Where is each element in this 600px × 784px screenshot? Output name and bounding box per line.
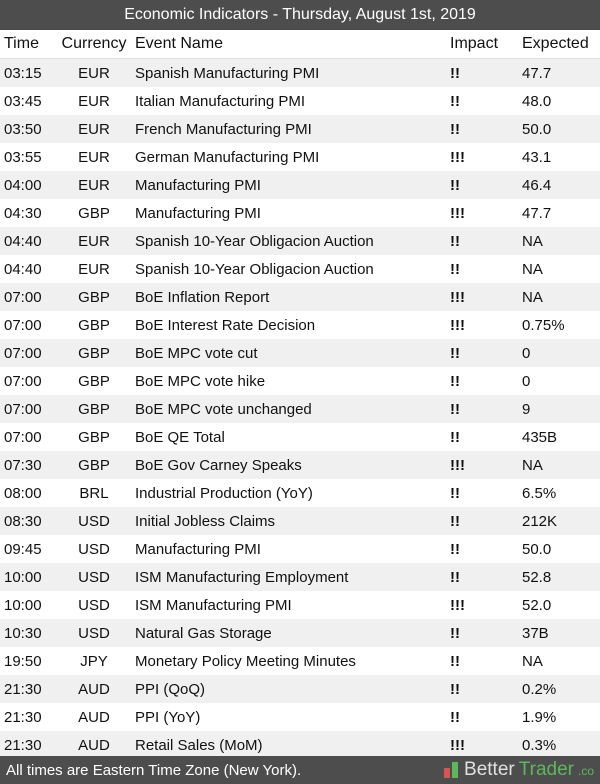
cell-currency: BRL — [79, 484, 109, 502]
cell-time: 07:00 — [4, 344, 42, 362]
table-row[interactable] — [0, 311, 600, 339]
cell-event: PPI (YoY) — [135, 708, 201, 726]
cell-impact: !! — [450, 232, 460, 250]
cell-expected: 0.75% — [522, 316, 565, 334]
cell-currency: USD — [78, 624, 110, 642]
cell-time: 07:30 — [4, 456, 42, 474]
table-body — [0, 59, 600, 759]
cell-time: 04:40 — [4, 260, 42, 278]
cell-time: 07:00 — [4, 372, 42, 390]
table-row[interactable] — [0, 199, 600, 227]
cell-event: Manufacturing PMI — [135, 540, 261, 558]
table-row[interactable] — [0, 619, 600, 647]
cell-impact: !!! — [450, 456, 465, 474]
cell-expected: NA — [522, 232, 543, 250]
cell-time: 21:30 — [4, 680, 42, 698]
table-row[interactable] — [0, 479, 600, 507]
cell-currency: EUR — [78, 176, 110, 194]
table-row[interactable] — [0, 591, 600, 619]
table-row[interactable] — [0, 731, 600, 759]
cell-expected: 47.7 — [522, 204, 552, 222]
cell-event: ISM Manufacturing PMI — [135, 596, 292, 614]
cell-expected: 0.2% — [522, 680, 557, 698]
cell-time: 03:50 — [4, 120, 42, 138]
cell-impact: !! — [450, 344, 460, 362]
cell-event: BoE MPC vote cut — [135, 344, 258, 362]
cell-expected: 212K — [522, 512, 558, 530]
cell-impact: !! — [450, 372, 460, 390]
table-header — [0, 30, 600, 59]
cell-expected: 43.1 — [522, 148, 552, 166]
cell-currency: JPY — [80, 652, 108, 670]
cell-time: 09:45 — [4, 540, 42, 558]
cell-expected: 50.0 — [522, 540, 552, 558]
cell-event: Spanish Manufacturing PMI — [135, 64, 320, 82]
cell-time: 07:00 — [4, 316, 42, 334]
cell-expected: 52.0 — [522, 596, 552, 614]
cell-time: 03:45 — [4, 92, 42, 110]
cell-expected: 0.3% — [522, 736, 557, 754]
cell-impact: !! — [450, 484, 460, 502]
cell-event: Industrial Production (YoY) — [135, 484, 313, 502]
table-row[interactable] — [0, 423, 600, 451]
table-row[interactable] — [0, 367, 600, 395]
cell-impact: !! — [450, 400, 460, 418]
table-row[interactable] — [0, 255, 600, 283]
cell-event: French Manufacturing PMI — [135, 120, 312, 138]
cell-currency: GBP — [78, 316, 110, 334]
table-row[interactable] — [0, 647, 600, 675]
cell-impact: !! — [450, 120, 460, 138]
cell-impact: !! — [450, 176, 460, 194]
cell-time: 19:50 — [4, 652, 42, 670]
cell-expected: NA — [522, 652, 543, 670]
table-row[interactable] — [0, 507, 600, 535]
column-header-currency[interactable]: Currency — [61, 35, 127, 52]
cell-event: Spanish 10-Year Obligacion Auction — [135, 260, 374, 278]
cell-expected: 52.8 — [522, 568, 552, 586]
cell-time: 08:30 — [4, 512, 42, 530]
footer-bar — [0, 756, 600, 784]
table-row[interactable] — [0, 59, 600, 87]
cell-event: BoE Inflation Report — [135, 288, 270, 306]
cell-event: BoE MPC vote hike — [135, 372, 266, 390]
cell-impact: !! — [450, 512, 460, 530]
cell-event: PPI (QoQ) — [135, 680, 206, 698]
cell-expected: 46.4 — [522, 176, 552, 194]
cell-time: 03:55 — [4, 148, 42, 166]
cell-currency: GBP — [78, 204, 110, 222]
cell-currency: EUR — [78, 64, 110, 82]
cell-impact: !!! — [450, 288, 465, 306]
table-row[interactable] — [0, 227, 600, 255]
cell-impact: !! — [450, 428, 460, 446]
table-row[interactable] — [0, 87, 600, 115]
cell-currency: EUR — [78, 148, 110, 166]
cell-currency: GBP — [78, 456, 110, 474]
cell-event: BoE QE Total — [135, 428, 225, 446]
cell-currency: GBP — [78, 372, 110, 390]
column-header-event[interactable]: Event Name — [135, 35, 224, 52]
cell-time: 08:00 — [4, 484, 42, 502]
table-row[interactable] — [0, 563, 600, 591]
table-row[interactable] — [0, 143, 600, 171]
cell-expected: 37B — [522, 624, 549, 642]
cell-currency: AUD — [78, 736, 110, 754]
cell-event: Italian Manufacturing PMI — [135, 92, 306, 110]
cell-time: 10:00 — [4, 596, 42, 614]
cell-time: 04:30 — [4, 204, 42, 222]
cell-expected: 47.7 — [522, 64, 552, 82]
cell-currency: AUD — [78, 708, 110, 726]
cell-time: 07:00 — [4, 400, 42, 418]
cell-impact: !! — [450, 64, 460, 82]
column-header-expected[interactable]: Expected — [522, 35, 589, 52]
cell-currency: EUR — [78, 120, 110, 138]
cell-impact: !!! — [450, 204, 465, 222]
cell-expected: 0 — [522, 344, 531, 362]
cell-currency: USD — [78, 596, 110, 614]
cell-event: German Manufacturing PMI — [135, 148, 320, 166]
cell-time: 21:30 — [4, 736, 42, 754]
cell-event: Natural Gas Storage — [135, 624, 272, 642]
cell-time: 04:40 — [4, 232, 42, 250]
table-row[interactable] — [0, 675, 600, 703]
cell-impact: !! — [450, 260, 460, 278]
cell-currency: GBP — [78, 428, 110, 446]
cell-event: Monetary Policy Meeting Minutes — [135, 652, 356, 670]
cell-expected: 6.5% — [522, 484, 557, 502]
cell-time: 21:30 — [4, 708, 42, 726]
cell-time: 03:15 — [4, 64, 42, 82]
cell-impact: !! — [450, 540, 460, 558]
table-row[interactable] — [0, 283, 600, 311]
cell-event: BoE Gov Carney Speaks — [135, 456, 302, 474]
cell-expected: 50.0 — [522, 120, 552, 138]
cell-time: 10:00 — [4, 568, 42, 586]
cell-impact: !!! — [450, 736, 465, 754]
cell-impact: !! — [450, 92, 460, 110]
cell-expected: 0 — [522, 372, 531, 390]
cell-currency: EUR — [78, 92, 110, 110]
cell-expected: NA — [522, 288, 543, 306]
cell-impact: !! — [450, 624, 460, 642]
cell-event: Spanish 10-Year Obligacion Auction — [135, 232, 374, 250]
cell-impact: !!! — [450, 316, 465, 334]
cell-time: 07:00 — [4, 428, 42, 446]
cell-impact: !!! — [450, 596, 465, 614]
table-row[interactable] — [0, 339, 600, 367]
cell-currency: USD — [78, 512, 110, 530]
cell-currency: USD — [78, 568, 110, 586]
cell-currency: EUR — [78, 232, 110, 250]
footer-note: All times are Eastern Time Zone (New York). — [6, 761, 302, 779]
cell-currency: USD — [78, 540, 110, 558]
cell-time: 10:30 — [4, 624, 42, 642]
cell-currency: AUD — [78, 680, 110, 698]
table-row[interactable] — [0, 395, 600, 423]
cell-event: Manufacturing PMI — [135, 204, 261, 222]
cell-impact: !! — [450, 708, 460, 726]
cell-time: 04:00 — [4, 176, 42, 194]
brand-better: Better — [464, 759, 515, 780]
cell-expected: NA — [522, 456, 543, 474]
cell-event: BoE MPC vote unchanged — [135, 400, 312, 418]
cell-event: BoE Interest Rate Decision — [135, 316, 316, 334]
cell-impact: !! — [450, 568, 460, 586]
brand-co: .co — [577, 764, 594, 778]
column-header-time[interactable]: Time — [4, 35, 39, 52]
brand-trader: Trader — [518, 759, 574, 780]
table-row[interactable] — [0, 703, 600, 731]
cell-currency: GBP — [78, 344, 110, 362]
cell-time: 07:00 — [4, 288, 42, 306]
table-row[interactable] — [0, 171, 600, 199]
cell-currency: GBP — [78, 288, 110, 306]
table-row[interactable] — [0, 115, 600, 143]
bar-chart-icon — [444, 762, 460, 778]
cell-expected: NA — [522, 260, 543, 278]
cell-event: Initial Jobless Claims — [135, 512, 276, 530]
cell-event: ISM Manufacturing Employment — [135, 568, 349, 586]
cell-expected: 435B — [522, 428, 558, 446]
cell-expected: 48.0 — [522, 92, 552, 110]
cell-expected: 1.9% — [522, 708, 557, 726]
cell-impact: !! — [450, 652, 460, 670]
cell-currency: EUR — [78, 260, 110, 278]
cell-event: Retail Sales (MoM) — [135, 736, 263, 754]
brand-logo[interactable] — [444, 759, 594, 781]
cell-impact: !!! — [450, 148, 465, 166]
table-row[interactable] — [0, 535, 600, 563]
page-title: Economic Indicators - Thursday, August 1st, 2019 — [0, 0, 600, 30]
cell-expected: 9 — [522, 400, 531, 418]
table-row[interactable] — [0, 451, 600, 479]
column-header-impact[interactable]: Impact — [450, 35, 499, 52]
cell-currency: GBP — [78, 400, 110, 418]
cell-impact: !! — [450, 680, 460, 698]
cell-event: Manufacturing PMI — [135, 176, 261, 194]
